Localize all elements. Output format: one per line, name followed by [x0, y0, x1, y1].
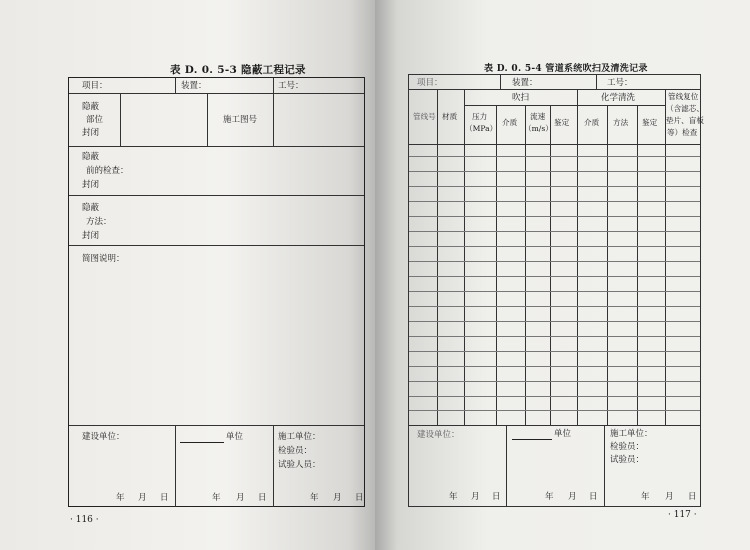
column-group-divider — [464, 105, 665, 106]
method-label: 方法： — [86, 217, 112, 227]
part-label: 部位 — [86, 115, 104, 125]
unit-name-blank — [180, 442, 224, 443]
col-divider-appraisal — [577, 89, 578, 425]
right-page-number: · 117 · — [668, 510, 697, 520]
hidden-works-record-title: 表 D. 0. 5-3 隐蔽工程记录 — [170, 64, 306, 76]
date-day-1: 日 — [160, 493, 169, 503]
grid-row — [409, 276, 700, 277]
grid-row — [409, 246, 700, 247]
col-flow-line2: （m/s） — [524, 124, 553, 133]
signoff-col-divider-1 — [506, 425, 507, 507]
col-restore-line3: 垫片、盲板 — [666, 116, 704, 125]
unit-name-blank — [512, 439, 552, 440]
purge-cleaning-record-title: 表 D. 0. 5-4 管道系统吹扫及清洗记录 — [484, 64, 648, 74]
date-month-1: 月 — [138, 493, 147, 503]
unit-label: 单位 — [554, 429, 572, 439]
sketch-divider — [69, 425, 364, 426]
grid-row — [409, 410, 700, 411]
date-day-1: 日 — [492, 492, 501, 502]
col-group-purge: 吹扫 — [512, 93, 530, 103]
row1-col-divider-3 — [273, 93, 274, 146]
grid-row — [409, 306, 700, 307]
header-col-divider-1 — [175, 78, 176, 93]
device-label: 装置： — [512, 78, 538, 88]
row2-seal-label: 封闭 — [82, 180, 100, 190]
date-day-3: 日 — [355, 493, 364, 503]
col-restore-line4: 等）检查 — [667, 128, 698, 137]
date-day-3: 日 — [688, 492, 697, 502]
date-year-3: 年 — [641, 492, 650, 502]
grid-row — [409, 366, 700, 367]
grid-row — [409, 321, 700, 322]
col-divider-flow — [550, 105, 551, 425]
col-divider-pressure — [496, 105, 497, 425]
col-divider-material — [464, 89, 465, 425]
col-cc-medium: 介质 — [584, 118, 600, 127]
date-month-1: 月 — [471, 492, 480, 502]
drawing-no-label: 施工图号 — [223, 115, 258, 125]
row1-seal-label: 封闭 — [82, 128, 100, 138]
col-material: 材质 — [442, 112, 458, 121]
grid-row — [409, 231, 700, 232]
date-day-2: 日 — [589, 492, 598, 502]
col-divider-cc-method — [637, 105, 638, 425]
project-label: 项目： — [417, 78, 443, 88]
col-medium: 介质 — [502, 118, 518, 127]
col-pressure-line1: 压力 — [472, 112, 488, 121]
row1-col-divider-2 — [207, 93, 208, 146]
row3-seal-label: 封闭 — [82, 231, 100, 241]
column-header-bottom — [409, 144, 700, 145]
header-col-divider-1 — [500, 75, 501, 89]
header-row-divider — [409, 89, 700, 90]
col-cc-appraisal: 鉴定 — [642, 118, 658, 127]
grid-row — [409, 216, 700, 217]
signoff-col-divider-2 — [273, 425, 274, 507]
unit-label: 单位 — [226, 432, 244, 442]
row1-divider — [69, 146, 364, 147]
col-group-chem-clean: 化学清洗 — [601, 93, 636, 103]
date-year-3: 年 — [310, 493, 319, 503]
grid-row — [409, 171, 700, 172]
date-year-2: 年 — [212, 493, 221, 503]
work-no-label: 工号： — [278, 81, 304, 91]
col-line-no: 管线号 — [413, 112, 436, 121]
grid-row — [409, 261, 700, 262]
row3-divider — [69, 245, 364, 246]
grid-row — [409, 381, 700, 382]
grid-row — [409, 186, 700, 187]
col-divider-cc-appraisal — [665, 89, 666, 425]
grid-bottom-divider — [409, 425, 700, 426]
contractor-label: 施工单位： — [610, 429, 653, 439]
header-col-divider-2 — [596, 75, 597, 89]
grid-row — [409, 291, 700, 292]
inspector-label: 检验员： — [278, 446, 313, 456]
date-month-3: 月 — [665, 492, 674, 502]
sketch-note-label: 简图说明： — [82, 254, 125, 264]
grid-row — [409, 201, 700, 202]
date-year-1: 年 — [449, 492, 458, 502]
inspector-label: 检验员： — [610, 442, 645, 452]
signoff-col-divider-1 — [175, 425, 176, 507]
row1-hidden-label: 隐蔽 — [82, 102, 100, 112]
row2-hidden-label: 隐蔽 — [82, 152, 100, 162]
tester-label: 试验人员： — [278, 460, 321, 470]
signoff-col-divider-2 — [604, 425, 605, 507]
date-year-2: 年 — [545, 492, 554, 502]
date-year-1: 年 — [116, 493, 125, 503]
row3-hidden-label: 隐蔽 — [82, 203, 100, 213]
header-row-divider — [69, 93, 364, 94]
date-month-3: 月 — [333, 493, 342, 503]
left-page-number: · 116 · — [70, 515, 99, 525]
col-divider-line-no — [437, 89, 438, 425]
pre-check-label: 前的检查： — [86, 166, 129, 176]
builder-unit-label: 建设单位： — [417, 430, 460, 440]
builder-unit-label: 建设单位： — [82, 432, 125, 442]
row1-col-divider-1 — [120, 93, 121, 146]
col-divider-cc-medium — [607, 105, 608, 425]
header-col-divider-2 — [273, 78, 274, 93]
right-page — [375, 0, 750, 550]
date-month-2: 月 — [236, 493, 245, 503]
grid-row — [409, 156, 700, 157]
tester-label: 试验员： — [610, 455, 645, 465]
date-day-2: 日 — [258, 493, 267, 503]
row2-divider — [69, 195, 364, 196]
grid-row — [409, 351, 700, 352]
work-no-label: 工号： — [607, 78, 633, 88]
device-label: 装置： — [181, 81, 207, 91]
col-appraisal: 鉴定 — [554, 118, 570, 127]
col-pressure-line2: （MPa） — [465, 124, 498, 133]
col-flow-line1: 流速 — [530, 112, 546, 121]
project-label: 项目： — [82, 81, 108, 91]
date-month-2: 月 — [568, 492, 577, 502]
grid-row — [409, 336, 700, 337]
grid-row — [409, 396, 700, 397]
col-restore-line1: 管线复位 — [668, 92, 699, 101]
col-divider-medium — [525, 105, 526, 425]
contractor-label: 施工单位： — [278, 432, 321, 442]
col-restore-line2: （含滤芯、 — [666, 104, 704, 113]
col-cc-method: 方法 — [613, 118, 629, 127]
